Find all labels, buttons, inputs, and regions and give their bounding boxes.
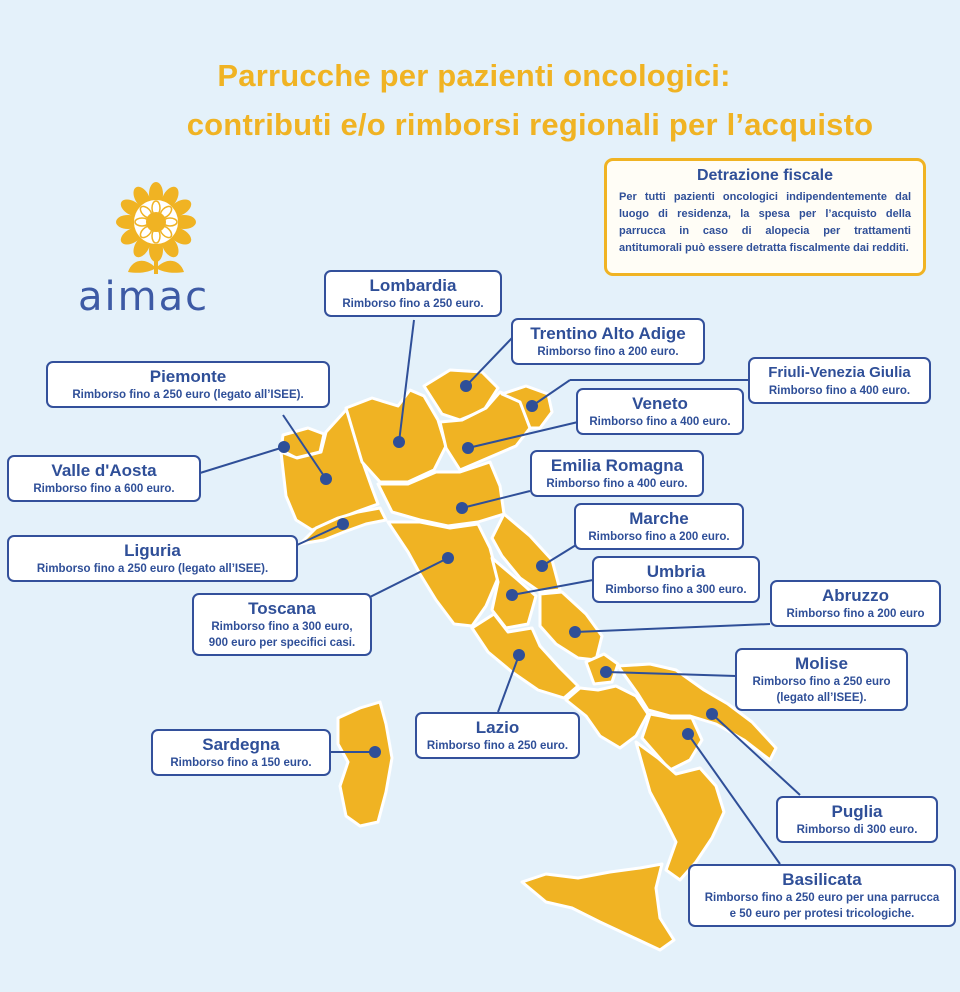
region-reimbursement: Rimborso fino a 400 euro.: [589, 416, 731, 428]
region-reimbursement: Rimborso fino a 150 euro.: [170, 757, 312, 769]
region-box-abruzzo: [770, 580, 941, 627]
region-box-piemonte: [46, 361, 330, 408]
region-box-puglia: [776, 796, 938, 843]
region-reimbursement: e 50 euro per protesi tricologiche.: [729, 908, 915, 920]
region-name: Veneto: [632, 394, 688, 413]
region-reimbursement: Rimborso fino a 250 euro.: [342, 298, 484, 310]
region-box-trentino: [511, 318, 705, 365]
region-reimbursement: Rimborso fino a 250 euro.: [426, 740, 569, 752]
region-name: Sardegna: [202, 735, 280, 754]
page-title-line-1: Parrucche per pazienti oncologici:: [217, 58, 731, 93]
region-name: Valle d'Aosta: [51, 461, 157, 480]
region-name: Molise: [795, 654, 848, 673]
region-box-umbria: [592, 556, 760, 603]
region-reimbursement: 900 euro per specifici casi.: [208, 637, 356, 649]
region-name: Toscana: [248, 599, 316, 618]
region-name: Piemonte: [149, 367, 227, 386]
region-name: Abruzzo: [821, 586, 890, 605]
region-name: Friuli-Venezia Giulia: [768, 364, 911, 381]
region-reimbursement: Rimborso fino a 200 euro.: [537, 346, 679, 358]
region-reimbursement: Rimborso fino a 300 euro,: [211, 621, 353, 633]
region-toscana: [388, 522, 498, 626]
region-box-emilia-romagna: [530, 450, 704, 497]
region-box-liguria: [7, 535, 298, 582]
region-reimbursement: Rimborso fino a 200 euro: [786, 608, 925, 620]
region-reimbursement: Rimborso fino a 250 euro per una parrucca: [704, 892, 940, 904]
region-name: Umbria: [646, 562, 706, 581]
region-name: Lazio: [475, 718, 520, 737]
tax-deduction-text: Per tutti pazienti oncologici indipendentemente dal luogo di residenza, la spesa per l’acquisto della parrucca in caso di alopecia per trattamenti antitumorali può essere detratta fiscalmente dai redditi.: [619, 191, 911, 254]
region-reimbursement: Rimborso fino a 400 euro.: [768, 385, 911, 397]
region-reimbursement: Rimborso fino a 200 euro.: [588, 531, 730, 543]
region-name: Trentino Alto Adige: [530, 324, 686, 343]
region-box-lazio: [415, 712, 580, 759]
region-reimbursement: Rimborso fino a 300 euro.: [605, 584, 747, 596]
region-box-toscana: [192, 593, 372, 656]
tax-deduction-title: Detrazione fiscale: [696, 167, 834, 184]
region-reimbursement: (legato all’ISEE).: [776, 692, 867, 704]
region-reimbursement: Rimborso fino a 250 euro (legato all’ISEE).: [72, 389, 304, 401]
region-box-veneto: [576, 388, 744, 435]
region-name: Puglia: [831, 802, 883, 821]
region-abruzzo: [540, 592, 602, 660]
region-reimbursement: Rimborso fino a 250 euro: [752, 676, 891, 688]
region-box-friuli: [748, 357, 931, 404]
region-box-sardegna: [151, 729, 331, 776]
region-name: Marche: [629, 509, 689, 528]
region-sardegna: [338, 702, 392, 826]
region-reimbursement: Rimborso fino a 400 euro.: [546, 478, 688, 490]
region-box-marche: [574, 503, 744, 550]
region-name: Emilia Romagna: [550, 456, 684, 475]
region-name: Lombardia: [369, 276, 457, 295]
region-reimbursement: Rimborso fino a 250 euro (legato all’ISEE).: [36, 563, 269, 575]
region-box-basilicata: [688, 864, 956, 927]
aimac-logo: aimac: [78, 274, 210, 320]
region-reimbursement: Rimborso di 300 euro.: [796, 824, 918, 836]
region-name: Liguria: [124, 541, 181, 560]
tax-deduction-box: [604, 158, 926, 276]
region-box-valle-aosta: [7, 455, 201, 502]
region-sicilia: [522, 864, 674, 950]
page-title-line-2: contributi e/o rimborsi regionali per l’acquisto: [186, 107, 874, 142]
region-box-lombardia: [324, 270, 502, 317]
region-reimbursement: Rimborso fino a 600 euro.: [33, 483, 175, 495]
region-box-molise: [735, 648, 908, 711]
region-name: Basilicata: [782, 870, 862, 889]
